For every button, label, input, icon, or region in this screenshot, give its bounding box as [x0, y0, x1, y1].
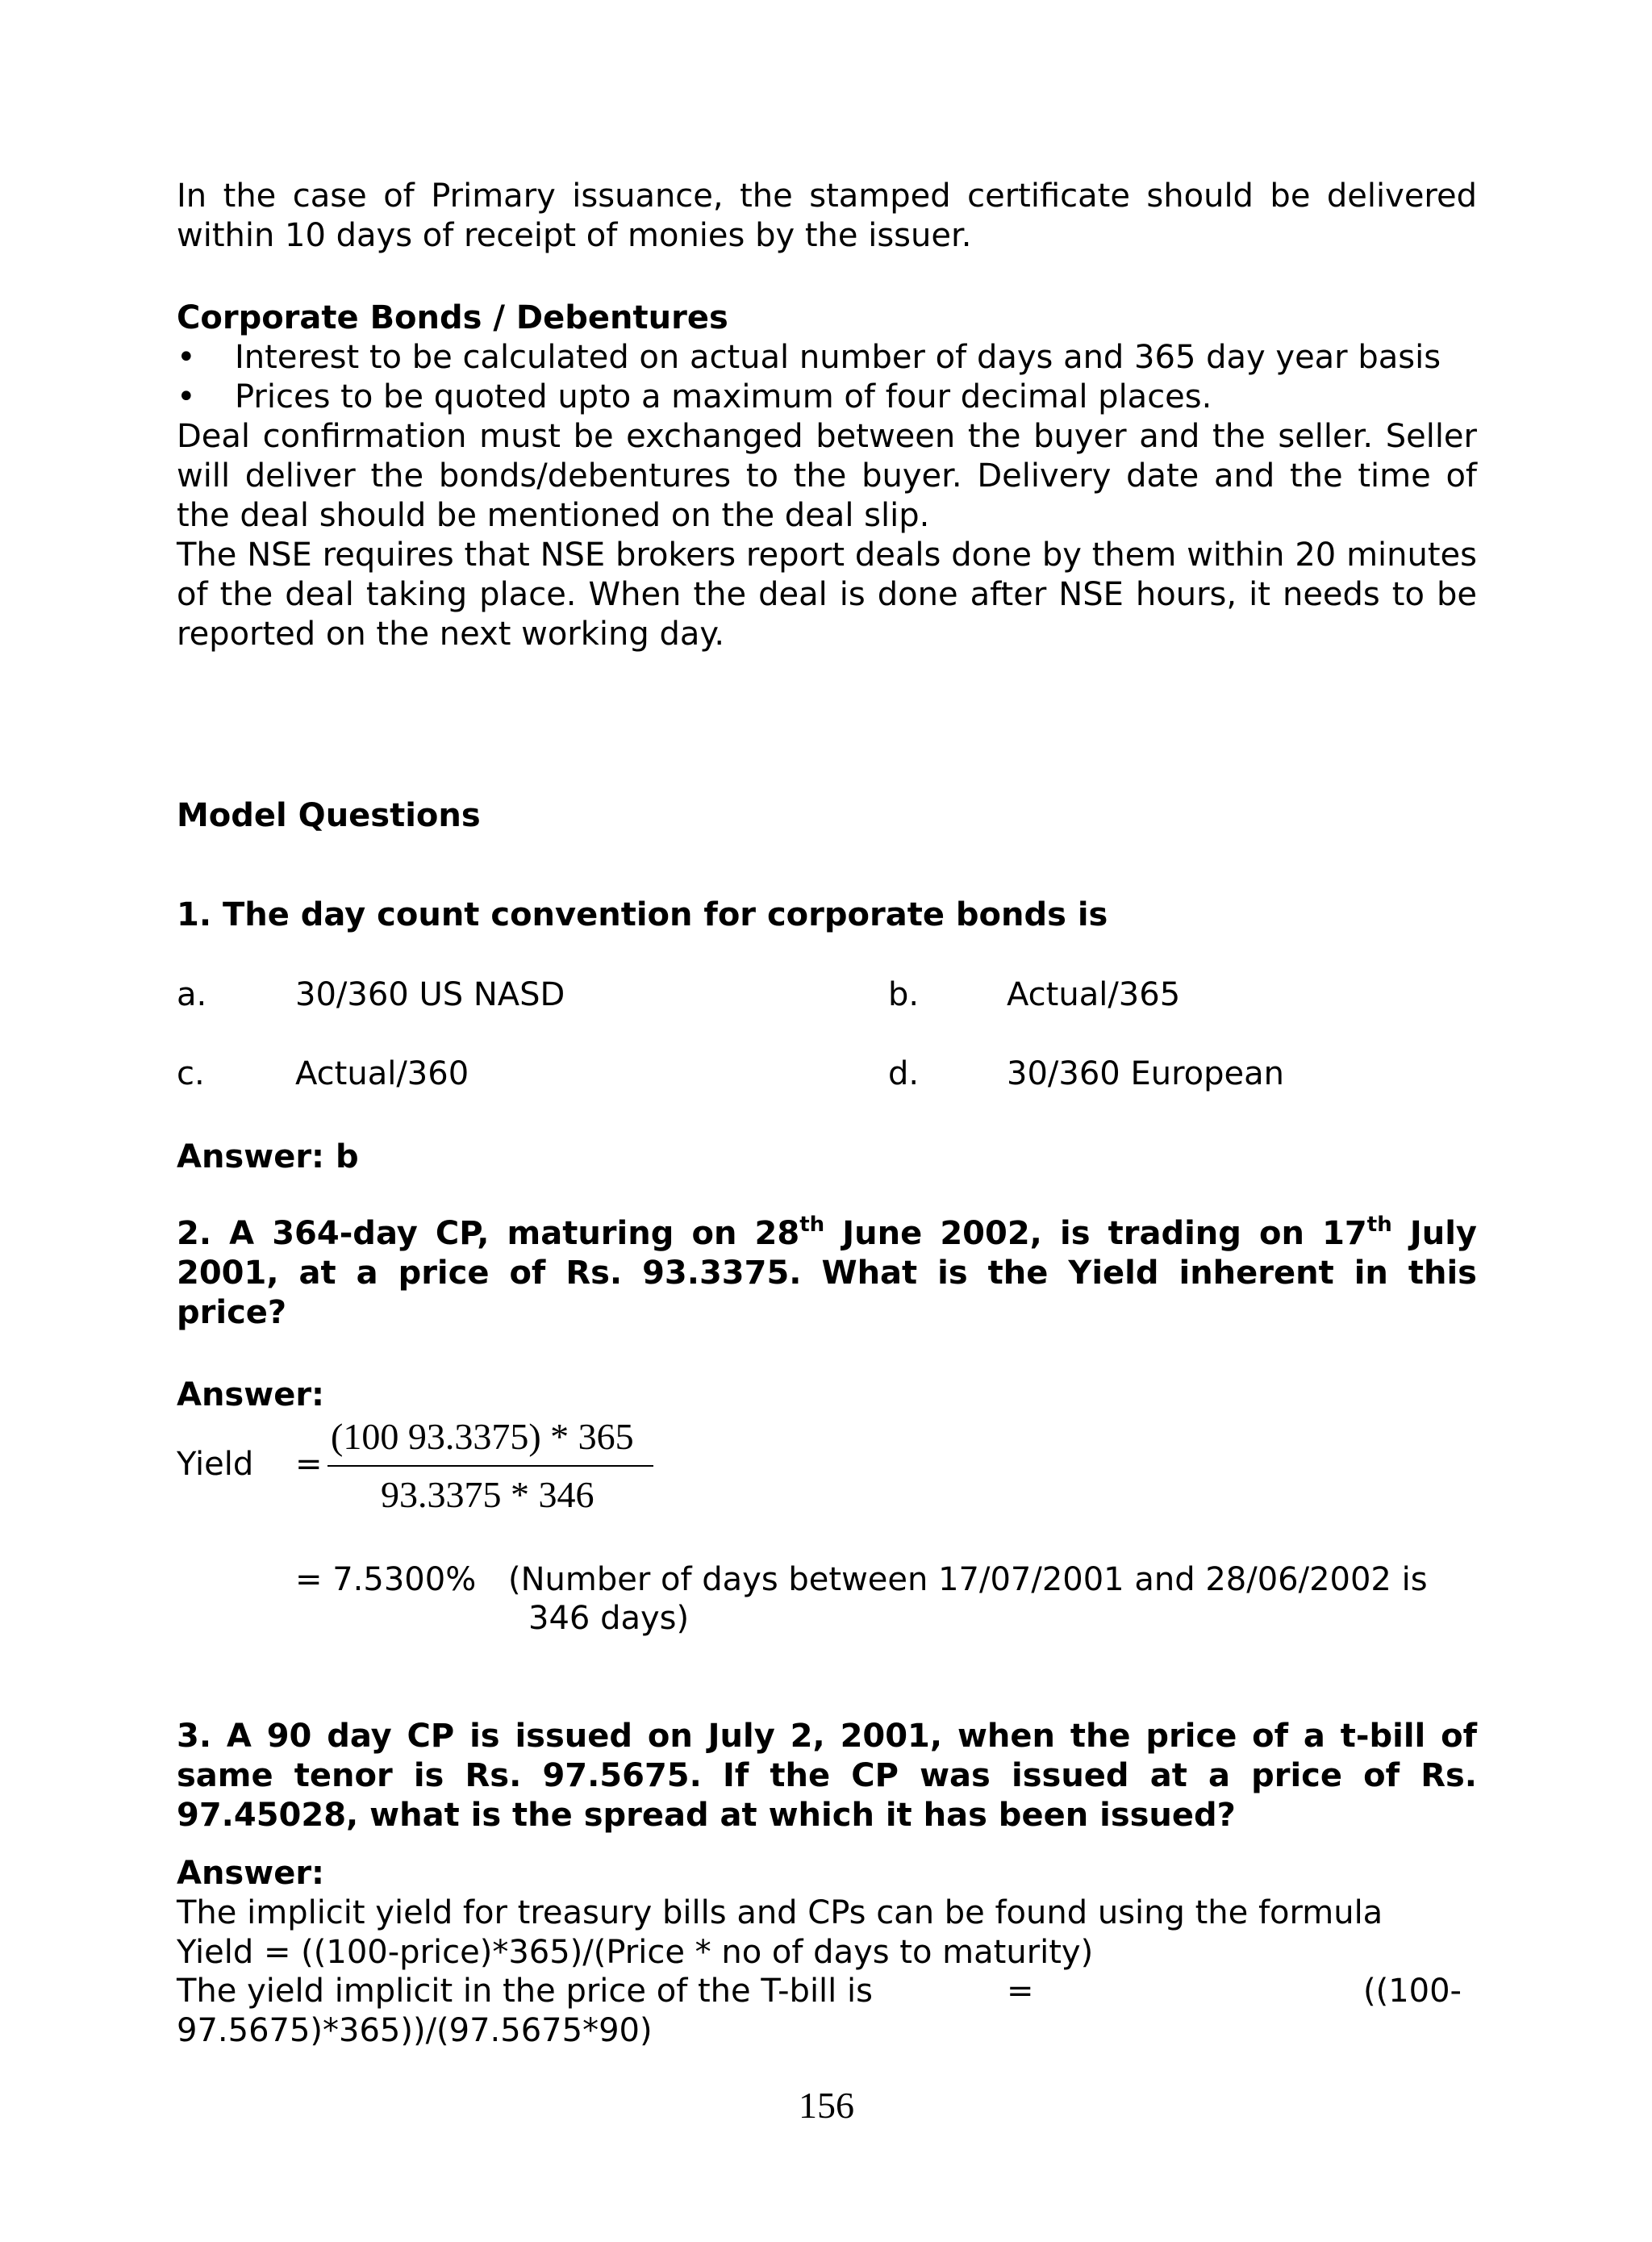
question-text: 3. A 90 day CP is issued on July 2, 2001, when the price of a t-bill of same tenor is Rs. 97.5675. If the CP was issued at a price of Rs. 97.45028, what is the spread at which it has been issued?: [177, 1718, 1477, 1834]
formula-numerator: (100 93.3375) * 365: [331, 1416, 634, 1457]
deal-confirmation-paragraph: Deal confirmation must be exchanged between the buyer and the seller. Seller will deliver the bonds/debentures to the buyer. Delivery date and the time of the deal should be mentioned on the deal slip.: [177, 418, 1477, 534]
formula-denominator: 93.3375 * 346: [381, 1474, 594, 1515]
answer-line: ((100-: [1363, 1973, 1462, 2010]
answer-label: Answer:: [177, 1855, 325, 1892]
question-text: 2. A 364-day CP, maturing on 28th June 2002, is trading on 17th July 2001, at a price of Rs. 93.3375. What is the Yield inherent in this price?: [177, 1213, 1477, 1331]
answer-text: Answer: b: [177, 1138, 359, 1175]
option-text: Actual/360: [295, 1055, 469, 1092]
bullet-icon: •: [177, 339, 196, 376]
answer-label: Answer:: [177, 1376, 325, 1413]
bullet-text: Prices to be quoted upto a maximum of four decimal places.: [235, 378, 1212, 415]
bullet-item: [177, 378, 1477, 417]
bullet-item: [177, 338, 1477, 378]
option-text: 30/360 US NASD: [295, 976, 565, 1013]
corporate-bonds-section: [177, 299, 1477, 654]
option-letter: a.: [177, 976, 207, 1013]
fraction-bar: [327, 1465, 653, 1467]
question-text: 1. The day count convention for corporate bonds is: [177, 896, 1108, 933]
answer-line: 97.5675)*365))/(97.5675*90): [177, 2012, 653, 2049]
option-text: 30/360 European: [1007, 1055, 1284, 1092]
option-text: Actual/365: [1007, 976, 1181, 1013]
equals-sign: =: [295, 1446, 323, 1483]
bullet-text: Interest to be calculated on actual number of days and 365 day year basis: [235, 339, 1441, 376]
option-letter: d.: [888, 1055, 920, 1092]
question-1: [177, 896, 1477, 935]
answer-line: The implicit yield for treasury bills and CPs can be found using the formula: [177, 1894, 1383, 1931]
option-letter: c.: [177, 1055, 205, 1092]
section-heading: Corporate Bonds / Debentures: [177, 299, 728, 336]
option-letter: b.: [888, 976, 920, 1013]
yield-label: Yield: [177, 1446, 254, 1483]
nse-reporting-paragraph: The NSE requires that NSE brokers report deals done by them within 20 minutes of the deal taking place. When the deal is done after NSE hours, it needs to be reported on the next working day.: [177, 536, 1477, 653]
answer-2-label: [177, 1376, 1477, 1415]
formula-result: = 7.5300%: [295, 1561, 477, 1598]
answer-1: [177, 1138, 1477, 1177]
answer-3: [177, 1854, 1477, 1973]
bullet-icon: •: [177, 378, 196, 415]
intro-section: [177, 177, 1477, 256]
page-number: 156: [799, 2085, 854, 2126]
days-note: 346 days): [528, 1600, 690, 1637]
section-heading: Model Questions: [177, 797, 481, 834]
answer-line: The yield implicit in the price of the T-bill is: [177, 1973, 873, 2010]
question-3: [177, 1717, 1477, 1835]
answer-line: Yield = ((100-price)*365)/(Price * no of days to maturity): [177, 1934, 1094, 1971]
question-2: [177, 1214, 1477, 1333]
days-note: (Number of days between 17/07/2001 and 28/06/2002 is: [508, 1561, 1428, 1598]
intro-paragraph: In the case of Primary issuance, the stamped certificate should be delivered within 10 days of receipt of monies by the issuer.: [177, 177, 1477, 254]
answer-line: =: [1007, 1973, 1034, 2010]
model-questions-section: [177, 796, 1477, 836]
